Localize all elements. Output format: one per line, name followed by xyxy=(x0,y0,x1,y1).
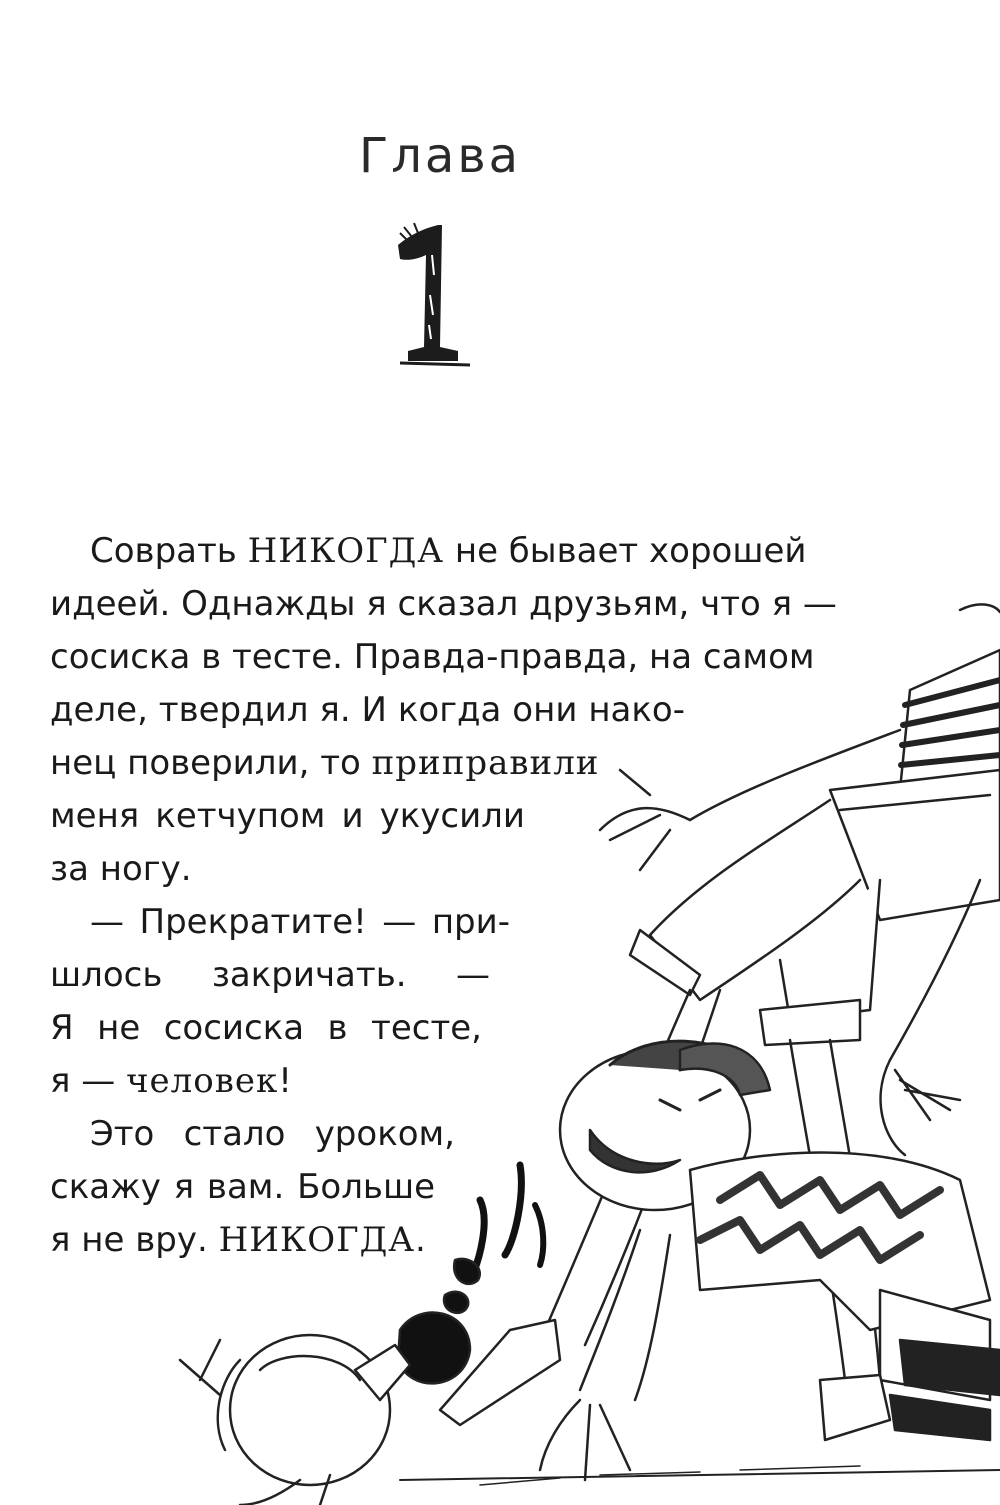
text-line: Я не сосиска в тесте, xyxy=(50,1008,482,1048)
text-line: за ногу. xyxy=(50,849,192,889)
text-line: нец поверили, то приправили xyxy=(50,743,600,783)
chapter-number-glyph xyxy=(380,215,500,375)
text-line: — Прекратите! — при- xyxy=(90,902,510,942)
text-line: я не вру. НИКОГДА. xyxy=(50,1220,426,1260)
chapter-label: Глава xyxy=(358,128,522,184)
text-line: скажу я вам. Больше xyxy=(50,1167,435,1207)
text-line: меня кетчупом и укусили xyxy=(50,796,525,836)
text-line: Это стало уроком, xyxy=(90,1114,455,1154)
text-line: я — человек! xyxy=(50,1061,292,1101)
text-line: деле, твердил я. И когда они нако- xyxy=(50,690,685,730)
text-line: Соврать НИКОГДА не бывает хорошей xyxy=(90,531,807,571)
text-line: сосиска в тесте. Правда-правда, на самом xyxy=(50,637,815,677)
text-line: шлось закричать. — xyxy=(50,955,490,995)
story-text xyxy=(50,525,850,1267)
chapter-number xyxy=(380,215,500,375)
text-line: идеей. Однажды я сказал друзьям, что я — xyxy=(50,584,837,624)
